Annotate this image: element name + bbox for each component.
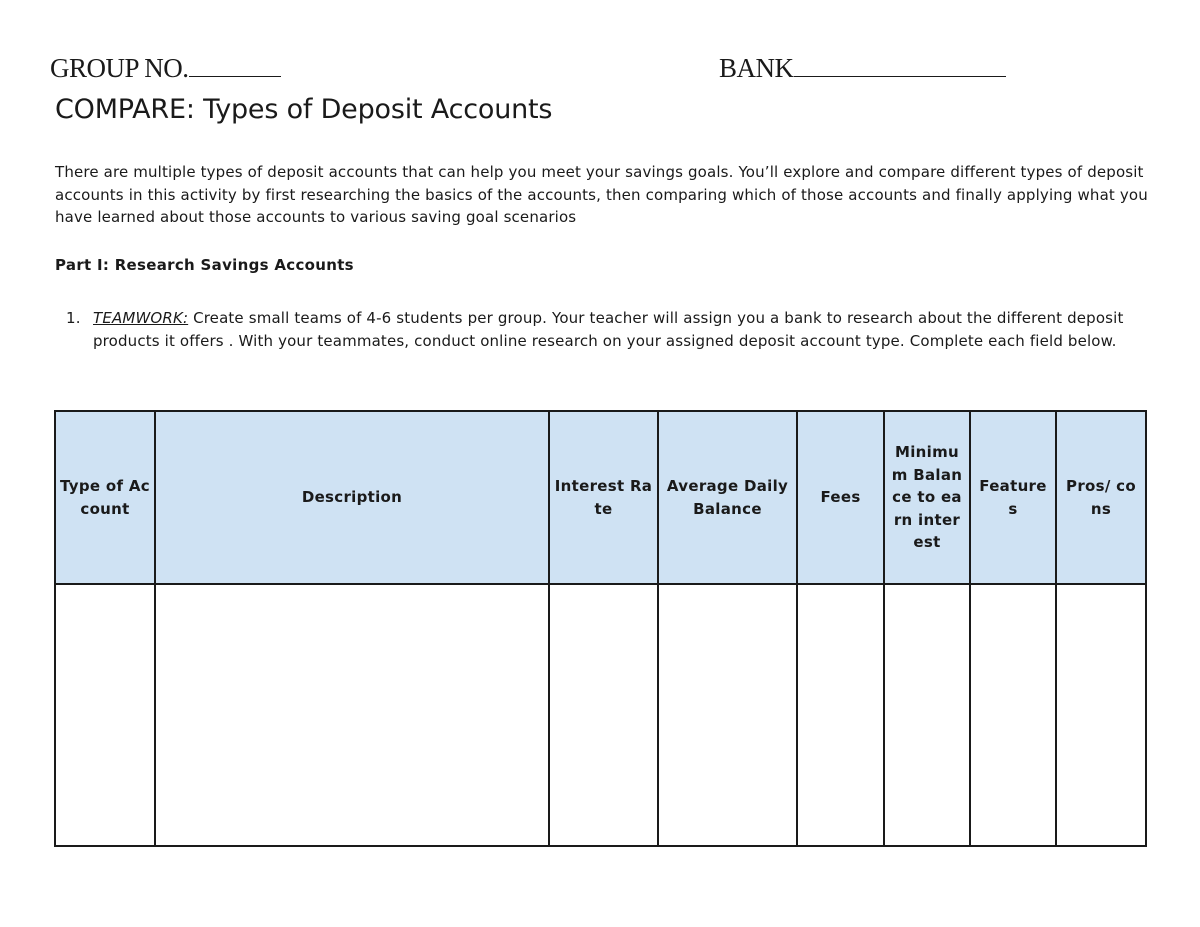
bank-label: BANK <box>719 53 794 83</box>
table-header-row <box>55 411 1146 584</box>
teamwork-lead: TEAMWORK: <box>93 309 189 327</box>
table-cell-minimum-balance[interactable] <box>884 584 970 846</box>
intro-paragraph: There are multiple types of deposit accounts that can help you meet your savings goals. You’ll explore and compare different types of deposit accounts in this activity by first researching the basics of the accounts, then comparing which of those accounts and finally applying what you have learned about those accounts to various saving goal scenarios <box>55 163 1148 226</box>
group-number-field <box>50 52 281 84</box>
step-body <box>93 307 1151 352</box>
group-number-label: GROUP NO. <box>50 53 189 83</box>
step-one <box>66 307 1151 352</box>
column-header-type-of-account: Type of Account <box>55 411 155 584</box>
column-header-minimum-balance: Minimum Balance to earn interest <box>884 411 970 584</box>
table-cell-type-of-account[interactable] <box>55 584 155 846</box>
part-one-heading: Part I: Research Savings Accounts <box>55 256 354 274</box>
table-cell-fees[interactable] <box>797 584 884 846</box>
table-cell-features[interactable] <box>970 584 1056 846</box>
step-number: 1. <box>66 309 81 327</box>
bank-field <box>719 52 1006 84</box>
bank-blank[interactable] <box>794 52 1006 77</box>
table-cell-pros-cons[interactable] <box>1056 584 1146 846</box>
page-title: COMPARE: Types of Deposit Accounts <box>55 94 553 125</box>
column-header-description: Description <box>155 411 549 584</box>
table-cell-description[interactable] <box>155 584 549 846</box>
table-row <box>55 584 1146 846</box>
column-header-fees: Fees <box>797 411 884 584</box>
column-header-interest-rate: Interest Rate <box>549 411 658 584</box>
column-header-features: Features <box>970 411 1056 584</box>
table-cell-average-daily-balance[interactable] <box>658 584 797 846</box>
column-header-pros-cons: Pros/ cons <box>1056 411 1146 584</box>
step-text: Create small teams of 4-6 students per group. Your teacher will assign you a bank to research about the different deposit products it offers . With your teammates, conduct online research on your assigned deposit account type. Complete each field below. <box>93 309 1124 350</box>
table-cell-interest-rate[interactable] <box>549 584 658 846</box>
research-table <box>54 410 1147 847</box>
group-number-blank[interactable] <box>189 52 281 77</box>
column-header-average-daily-balance: Average Daily Balance <box>658 411 797 584</box>
